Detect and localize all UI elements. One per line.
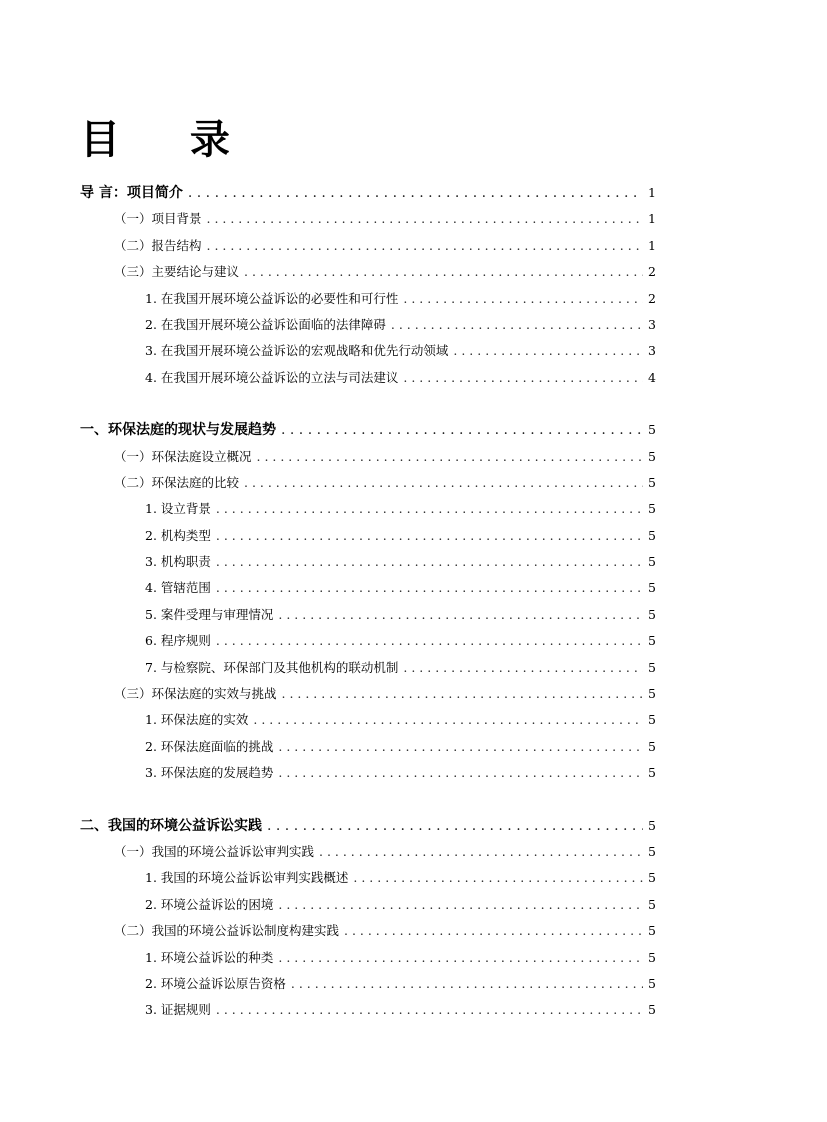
toc-entry-title: 3. 机构职责: [145, 554, 211, 570]
toc-page-number: 5: [648, 501, 656, 517]
toc-entry-title: 2. 环境公益诉讼原告资格: [145, 975, 286, 991]
toc-page-number: 5: [648, 870, 656, 886]
toc-dot-leader: [353, 865, 643, 891]
toc-dot-leader: [278, 892, 643, 918]
toc-chapter-entry[interactable]: [80, 180, 656, 206]
toc-dot-leader: [403, 655, 643, 681]
toc-page-number: 2: [648, 290, 656, 306]
toc-page-number: 1: [648, 237, 656, 253]
toc-entry-title: 2. 在我国开展环境公益诉讼面临的法律障碍: [145, 316, 386, 332]
toc-page-number: 5: [648, 843, 656, 859]
toc-entry-title: 导 言：项目简介: [80, 185, 183, 201]
toc-entry-title: 7. 与检察院、环保部门及其他机构的联动机制: [145, 659, 399, 675]
toc-chapter-entry[interactable]: [80, 813, 656, 839]
toc-dot-leader: [319, 839, 643, 865]
toc-entry-title: （一）环保法庭设立概况: [114, 448, 252, 464]
toc-dot-leader: [391, 312, 643, 338]
toc-entry-title: 二、我国的环境公益诉讼实践: [80, 817, 262, 834]
toc-dot-leader: [216, 628, 643, 654]
toc-subsection-entry[interactable]: [80, 549, 656, 575]
toc-page-number: 5: [648, 896, 656, 912]
toc-entry-title: 3. 证据规则: [145, 1002, 211, 1018]
toc-subsection-entry[interactable]: [80, 997, 656, 1023]
toc-page-number: 3: [648, 343, 656, 359]
toc-page-number: 5: [648, 686, 656, 702]
toc-dot-leader: [278, 734, 643, 760]
toc-entry-title: 1. 环保法庭的实效: [145, 712, 249, 728]
toc-page-number: 5: [648, 949, 656, 965]
toc-entry-title: 6. 程序规则: [145, 633, 211, 649]
toc-entry-title: （二）环保法庭的比较: [114, 474, 240, 490]
toc-dot-leader: [216, 523, 643, 549]
toc-page-number: 5: [648, 738, 656, 754]
toc-entry-title: 1. 设立背景: [145, 501, 211, 517]
toc-section-entry[interactable]: [80, 444, 656, 470]
toc-subsection-entry[interactable]: [80, 602, 656, 628]
toc-entry-title: 2. 机构类型: [145, 527, 211, 543]
toc-page-number: 5: [648, 712, 656, 728]
toc-page-number: 5: [648, 606, 656, 622]
toc-subsection-entry[interactable]: [80, 707, 656, 733]
toc-dot-leader: [403, 286, 643, 312]
toc-dot-leader: [244, 259, 643, 285]
toc-page-number: 3: [648, 316, 656, 332]
toc-subsection-entry[interactable]: [80, 655, 656, 681]
toc-section-entry[interactable]: [80, 470, 656, 496]
toc-page-number: 5: [648, 580, 656, 596]
toc-dot-leader: [216, 549, 643, 575]
toc-entry-title: 3. 环保法庭的发展趋势: [145, 765, 274, 781]
table-of-contents: [80, 180, 656, 1024]
toc-page-number: 5: [648, 527, 656, 543]
toc-dot-leader: [278, 760, 643, 786]
toc-entry-title: 1. 在我国开展环境公益诉讼的必要性和可行性: [145, 290, 399, 306]
toc-subsection-entry[interactable]: [80, 286, 656, 312]
toc-page-number: 4: [648, 369, 656, 385]
toc-dot-leader: [207, 233, 644, 259]
toc-dot-leader: [216, 575, 643, 601]
toc-dot-leader: [207, 206, 644, 232]
toc-subsection-entry[interactable]: [80, 734, 656, 760]
toc-entry-title: （二）报告结构: [114, 237, 202, 253]
toc-section-entry[interactable]: [80, 839, 656, 865]
toc-subsection-entry[interactable]: [80, 575, 656, 601]
toc-entry-title: 4. 管辖范围: [145, 580, 211, 596]
toc-dot-leader: [244, 470, 643, 496]
toc-entry-title: 2. 环保法庭面临的挑战: [145, 738, 274, 754]
toc-page-number: 1: [648, 211, 656, 227]
toc-subsection-entry[interactable]: [80, 338, 656, 364]
toc-dot-leader: [344, 918, 643, 944]
toc-dot-leader: [278, 945, 643, 971]
toc-section-entry[interactable]: [80, 206, 656, 232]
toc-page-number: 5: [648, 633, 656, 649]
toc-subsection-entry[interactable]: [80, 892, 656, 918]
toc-dot-leader: [282, 681, 644, 707]
toc-entry-title: （一）我国的环境公益诉讼审判实践: [114, 843, 315, 859]
toc-subsection-entry[interactable]: [80, 945, 656, 971]
toc-page-number: 5: [648, 554, 656, 570]
toc-dot-leader: [216, 496, 643, 522]
toc-dot-leader: [453, 338, 643, 364]
toc-subsection-entry[interactable]: [80, 628, 656, 654]
toc-subsection-entry[interactable]: [80, 760, 656, 786]
toc-page-number: 5: [648, 448, 656, 464]
toc-entry-title: 一、环保法庭的现状与发展趋势: [80, 422, 276, 439]
toc-subsection-entry[interactable]: [80, 312, 656, 338]
toc-section-entry[interactable]: [80, 233, 656, 259]
toc-entry-title: 5. 案件受理与审理情况: [145, 606, 274, 622]
toc-entry-title: 3. 在我国开展环境公益诉讼的宏观战略和优先行动领域: [145, 343, 449, 359]
toc-dot-leader: [267, 813, 643, 839]
toc-entry-title: 1. 环境公益诉讼的种类: [145, 949, 274, 965]
toc-dot-leader: [253, 707, 643, 733]
toc-page-number: 5: [648, 765, 656, 781]
toc-entry-title: 1. 我国的环境公益诉讼审判实践概述: [145, 870, 349, 886]
toc-section: [80, 417, 656, 786]
toc-dot-leader: [257, 444, 644, 470]
toc-page-number: 5: [648, 923, 656, 939]
toc-page-number: 1: [648, 185, 656, 200]
toc-page-number: 5: [648, 975, 656, 991]
toc-page-number: 5: [648, 1002, 656, 1018]
toc-dot-leader: [403, 365, 643, 391]
toc-page-number: 2: [648, 264, 656, 280]
toc-entry-title: （二）我国的环境公益诉讼制度构建实践: [114, 923, 340, 939]
toc-section: [80, 180, 656, 391]
toc-section-entry[interactable]: [80, 681, 656, 707]
toc-entry-title: 4. 在我国开展环境公益诉讼的立法与司法建议: [145, 369, 399, 385]
toc-dot-leader: [216, 997, 643, 1023]
toc-entry-title: （三）主要结论与建议: [114, 264, 240, 280]
page-title: 目 录: [80, 116, 258, 163]
toc-dot-leader: [281, 417, 643, 443]
toc-subsection-entry[interactable]: [80, 971, 656, 997]
toc-subsection-entry[interactable]: [80, 523, 656, 549]
toc-dot-leader: [188, 180, 643, 206]
toc-subsection-entry[interactable]: [80, 365, 656, 391]
toc-section: [80, 813, 656, 1024]
toc-page-number: 5: [648, 817, 656, 833]
toc-page-number: 5: [648, 422, 656, 438]
toc-chapter-entry[interactable]: [80, 417, 656, 443]
toc-dot-leader: [291, 971, 643, 997]
toc-entry-title: 2. 环境公益诉讼的困境: [145, 896, 274, 912]
toc-page-number: 5: [648, 474, 656, 490]
toc-dot-leader: [278, 602, 643, 628]
toc-page-number: 5: [648, 659, 656, 675]
toc-subsection-entry[interactable]: [80, 496, 656, 522]
toc-entry-title: （三）环保法庭的实效与挑战: [114, 686, 277, 702]
toc-section-entry[interactable]: [80, 918, 656, 944]
toc-subsection-entry[interactable]: [80, 865, 656, 891]
toc-entry-title: （一）项目背景: [114, 211, 202, 227]
toc-section-entry[interactable]: [80, 259, 656, 285]
